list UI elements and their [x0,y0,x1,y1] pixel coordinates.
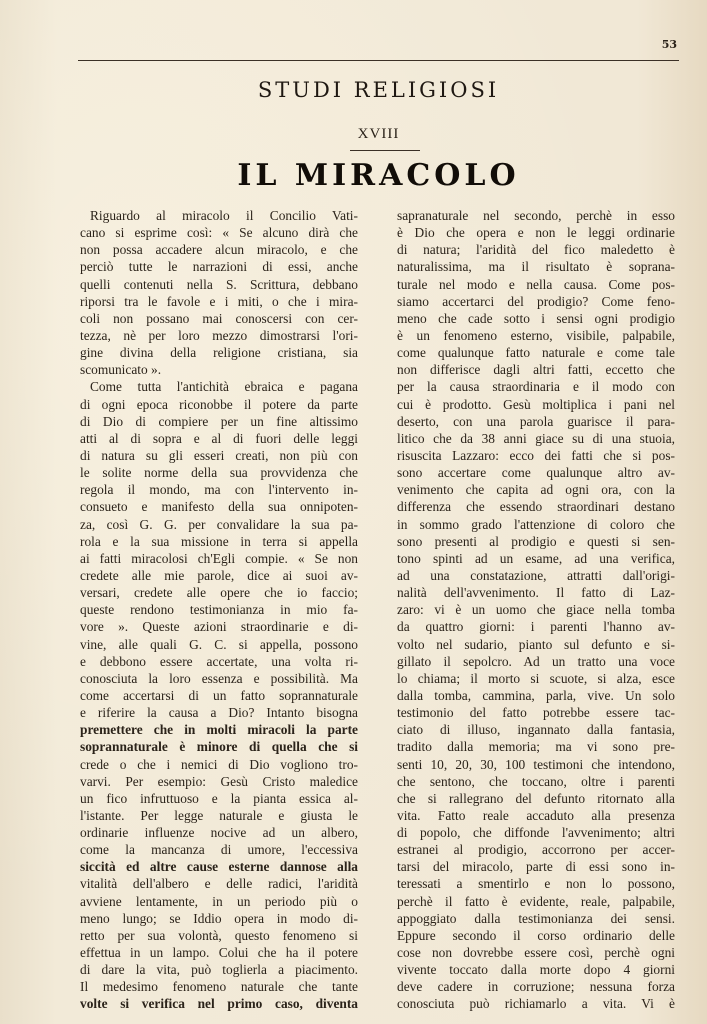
text-line: gine divina della religione cristiana, sia [80,345,358,361]
text-line: deve cadere in corruzione; nessuna forza [397,979,675,995]
text-line: di Dio di compiere per un fine altissimo [80,413,358,429]
text-line: Riguardo al miracolo il Concilio Vati- [90,208,358,223]
section-title: STUDI RELIGIOSI [257,78,500,102]
text-line: e debbono essere accertate, una volta ri- [80,653,358,669]
left-text-column [80,207,358,1013]
text-line: vivente toccato dalla morte dopo 4 giorni [397,962,675,978]
text-line: consueto e manifesto della sua onnipoten- [80,499,358,515]
text-line: sono presenti al prodigio e questi si sen- [397,533,675,549]
text-line: risuscita Lazzaro: ecco dei fatti che si pos- [397,447,675,463]
text-line: senti 10, 20, 30, 100 testimoni che intendono, [397,756,675,772]
text-line: Il medesimo fenomeno naturale che tante [80,979,358,995]
text-line: un fico infruttuoso e la pianta essica al- [80,790,358,806]
text-line: ai fatti miracolosi ch'Egli compie. « Se non [80,550,358,566]
text-line: testimonio del fatto potrebbe essere tac- [397,705,675,721]
header-rule [78,60,679,61]
text-line: di natura su gli esseri creati, non più con [80,447,358,463]
text-line: di dare la vita, può toglierla a piacimento. [80,962,358,978]
text-line: Come tutta l'antichità ebraica e pagana [90,379,358,395]
text-line: non possa accadere alcun miracolo, e che [80,242,358,258]
text-line: meno lungo; se Iddio opera in modo di- [80,910,358,926]
text-line: di natura; l'aridità del fico maledetto è [397,242,675,258]
text-line: nalità dell'avvenimento. Il fatto di Laz- [397,585,675,601]
text-line: come qualunque fatto naturale e come tale [397,345,675,361]
text-line: sono accertare come qualunque altro av- [397,465,675,481]
text-line: estranei al prodigio, accorrono per accer- [397,842,675,858]
text-line: premettere che in molti miracoli la parte [80,722,358,738]
text-line: vine, alle quali G. C. si appella, possono [80,636,358,652]
text-line: vitalità dell'albero e delle radici, l'aridità [80,876,358,892]
text-line: zaro: vi è un uomo che giace nella tomba [397,602,675,618]
text-line: ordinarie influenze nocive ad un albero, [80,825,358,841]
text-line: volto nel sudario, pianto sul defunto e si- [397,636,675,652]
text-line: come la mancanza di umore, l'eccessiva [80,842,358,858]
text-line: in sommo grado l'attenzione di coloro che [397,516,675,532]
text-line: retto per sua volontà, questo fenomeno si [80,927,358,943]
text-line: differenza che essendo straordinari destano [397,499,675,515]
text-line: dalla tomba, cammina, parla, vive. Un solo [397,687,675,703]
text-line: crede o che i nemici di Dio vogliono tro- [80,756,358,772]
text-line: conosciuta la loro essenza e possibilità. Ma [80,670,358,686]
text-line: atti al di sopra e al di fuori delle leggi [80,430,358,446]
text-line: deserto, con una parola guarisce il para- [397,413,675,429]
text-line: turale nel modo e nella causa. Come pos- [397,276,675,292]
text-line: tono spinti ad un esame, ad una verifica, [397,550,675,566]
text-line: varvi. Per esempio: Gesù Cristo maledice [80,773,358,789]
text-line: za, così G. G. per convalidare la sua pa- [80,516,358,532]
text-line: tezza, nè per loro mezzo dimostrarsi l'ori- [80,327,358,343]
text-line: quelli contenuti nella S. Scrittura, debbano [80,276,358,292]
text-line: l'istante. Per legge naturale e giusta le [80,807,358,823]
text-line: gillato il sepolcro. Ad un tratto una voce [397,653,675,669]
text-line: tarsi del miracolo, parte di essi sono in- [397,859,675,875]
text-line: avviene lentamente, in un periodo più o [80,893,358,909]
text-line: Eppure secondo il corso ordinario delle [397,927,675,943]
text-line: per la causa straordinaria e il modo con [397,379,675,395]
text-line: tradito dalla memoria; ma vi sono pre- [397,739,675,755]
text-line: siccità ed altre cause esterne dannose alla [80,859,358,875]
text-line: riporsi tra le favole e i miti, o che i mira- [80,293,358,309]
text-line: che si rallegrano del defunto ritornato alla [397,790,675,806]
text-line: vore ». Queste azioni straordinarie e di- [80,619,358,635]
text-line: vita. Fatto reale accaduto alla presenza [397,807,675,823]
text-line: di popolo, che diffonde l'avvenimento; altri [397,825,675,841]
text-line: regola il mondo, ma con l'intervento in- [80,482,358,498]
text-line: è Dio che opera e non le leggi ordinarie [397,225,675,241]
text-line: conosciuta può richiamarlo a vita. Vi è [397,996,675,1012]
text-line: coli non possano mai conoscersi con cer- [80,310,358,326]
text-line: queste rendono testimonianza in mio fa- [80,602,358,618]
text-line: come accertarsi di un fatto soprannaturale [80,687,358,703]
text-line: cose non dovrebbe essere così, perchè ogni [397,945,675,961]
text-line: volte si verifica nel primo caso, diventa [80,996,358,1012]
text-line: rola e la sua missione in terra si appella [80,533,358,549]
text-line: ciato di illuso, ingannato dalla fantasia, [397,722,675,738]
text-line: venimento che capita ad ogni ora, con la [397,482,675,498]
article-title: IL MIRACOLO [237,158,520,193]
text-line: lo chiama; il morto si scuote, si alza, esce [397,670,675,686]
text-line: effettua in un lampo. Colui che ha il potere [80,945,358,961]
text-line: appoggiato dalla testimonianza dei sensi. [397,910,675,926]
text-line: siamo accertarci del prodigio? Come feno- [397,293,675,309]
text-line: ad una constatazione, attratti dall'origi- [397,567,675,583]
text-line: soprannaturale è minore di quella che si [80,739,358,755]
chapter-rule [350,150,420,151]
text-line: scomunicato ». [80,362,162,378]
page-number: 53 [661,38,677,51]
text-line: litico che da 38 anni giace su di una stuoia, [397,430,675,446]
right-text-column [397,207,675,1013]
text-line: perciò tutte le narrazioni di essi, anche [80,259,358,275]
text-line: meno che cade sotto i sensi ogni prodigio [397,310,675,326]
text-line: è un fenomeno esterno, visibile, palpabile, [397,327,675,343]
text-line: naturalissima, ma il risultato è soprana- [397,259,675,275]
text-line: di ogni epoca riconobbe il potere da parte [80,396,358,412]
text-line: cui è prodotto. Gesù moltiplica i pani nel [397,396,675,412]
text-line: e riferire la causa a Dio? Intanto bisogna [80,705,358,721]
text-line: cano si esprime così: « Se alcuno dirà che [80,225,358,241]
text-line: non differisce dagli altri fatti, eccetto che [397,362,675,378]
text-line: sapranaturale nel secondo, perchè in esso [397,208,675,223]
text-line: che sentono, che toccano, oltre i parenti [397,773,675,789]
text-line: perchè il fatto è evidente, reale, palpabile, [397,893,675,909]
text-line: teressati a smentirlo e non lo possono, [397,876,675,892]
text-line: versari, credete alle opere che io faccio; [80,585,358,601]
chapter-number: XVIII [357,126,400,142]
text-line: da quattro giorni: i parenti l'hanno av- [397,619,675,635]
text-line: le solite norme della sua provvidenza che [80,465,358,481]
text-line: credete alle mie parole, dice ai suoi av- [80,567,358,583]
